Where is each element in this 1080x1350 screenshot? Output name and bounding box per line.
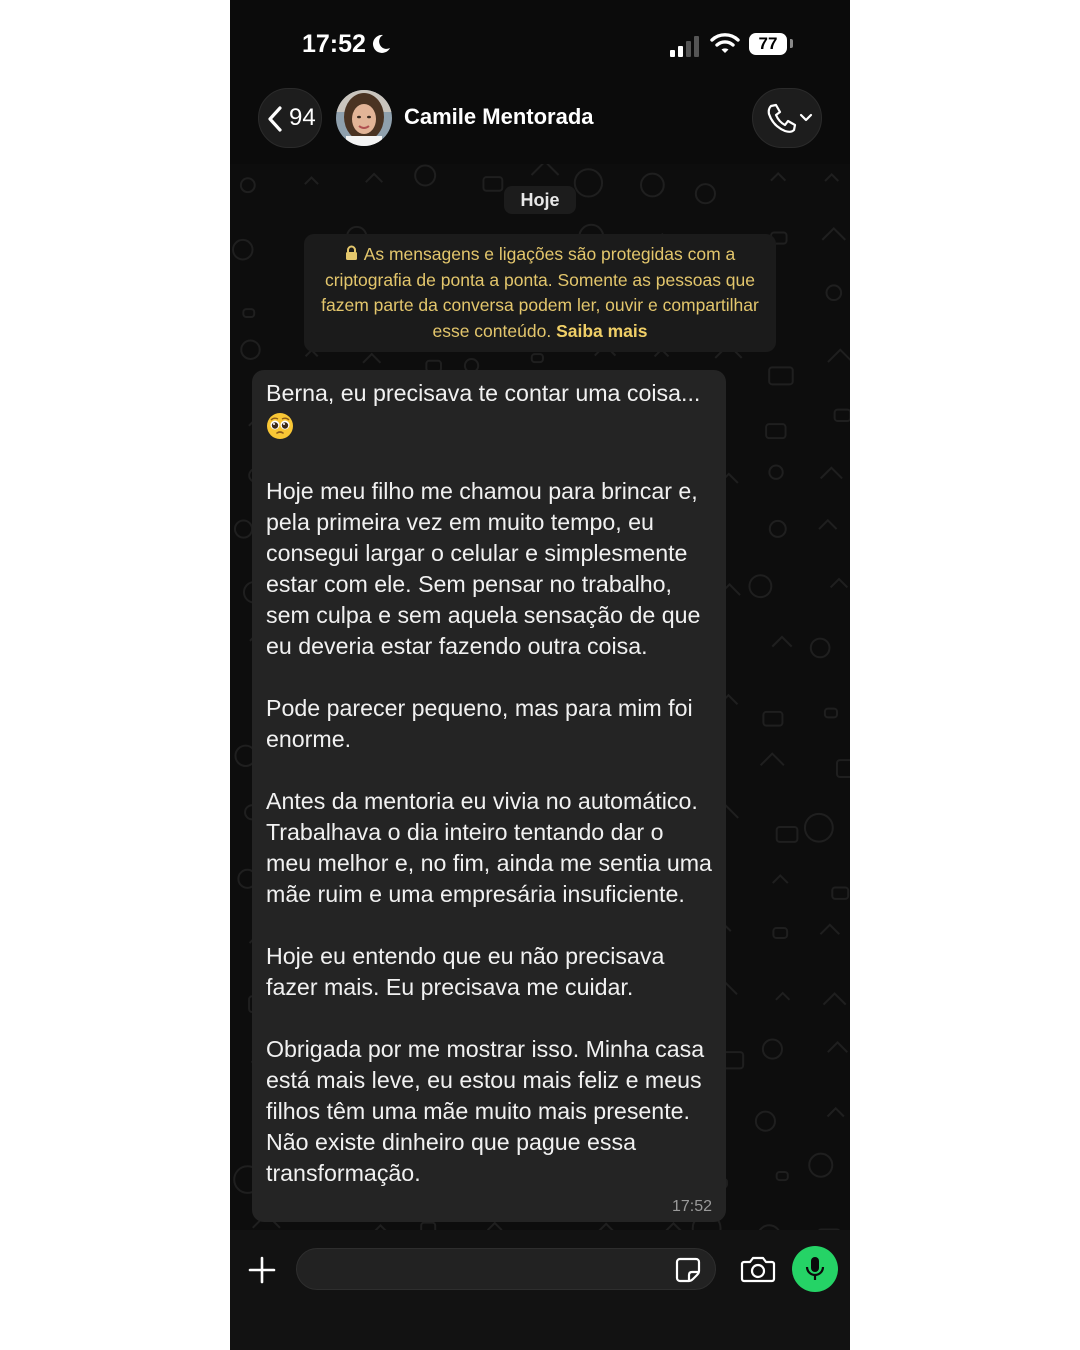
message-input[interactable] <box>296 1248 716 1290</box>
phone-screen <box>230 0 850 1350</box>
message-paragraph: Berna, eu precisava te contar uma coisa... <box>266 380 701 406</box>
chat-area[interactable] <box>230 164 850 1230</box>
phone-call-icon <box>765 103 813 135</box>
contact-avatar[interactable] <box>336 90 392 146</box>
composer-bar <box>230 1230 850 1350</box>
sticker-icon[interactable] <box>674 1256 702 1284</box>
message-paragraph: Hoje meu filho me chamou para brincar e, pela primeira vez em muito tempo, eu consegui largar o celular e simplesmente estar com ele. Sem pensar no trabalho, sem culpa e sem aquela sensação de que eu deveria estar fazendo outra coisa. <box>266 478 707 659</box>
camera-icon[interactable] <box>740 1254 776 1284</box>
battery-indicator: 77 <box>749 33 787 55</box>
status-time: 17:52 <box>302 30 366 58</box>
message-paragraph: Antes da mentoria eu vivia no automático. Trabalhava o dia inteiro tentando dar o meu melhor e, no fim, ainda me sentia uma mãe ruim e uma empresária insuficiente. <box>266 788 719 907</box>
lock-icon <box>345 245 358 261</box>
call-button[interactable] <box>752 88 822 148</box>
contact-name[interactable]: Camile Mentorada <box>404 104 594 129</box>
voice-message-button[interactable] <box>792 1246 838 1292</box>
learn-more-link[interactable]: Saiba mais <box>556 320 648 341</box>
date-chip: Hoje <box>504 186 576 214</box>
message-paragraph: Pode parecer pequeno, mas para mim foi enorme. <box>266 695 700 752</box>
message-paragraph: Obrigada por me mostrar isso. Minha casa está mais leve, eu estou mais feliz e meus filhos têm uma mãe muito mais presente. Não existe dinheiro que pague essa transformação. <box>266 1036 711 1186</box>
message-paragraph: Hoje eu entendo que eu não precisava fazer mais. Eu precisava me cuidar. <box>266 943 671 1000</box>
battery-nub <box>790 39 793 48</box>
signal-icon <box>670 36 702 58</box>
message-time: 17:52 <box>671 1198 712 1215</box>
microphone-icon <box>805 1256 825 1282</box>
unread-count: 94 <box>289 104 316 131</box>
avatar-photo <box>336 90 392 146</box>
encryption-notice[interactable] <box>304 234 776 352</box>
wifi-icon <box>710 32 740 56</box>
plus-icon[interactable] <box>248 1256 276 1284</box>
moon-icon <box>370 33 392 55</box>
message-bubble[interactable] <box>252 370 726 1222</box>
pleading-face-emoji-icon <box>266 412 294 440</box>
encryption-notice-text: As mensagens e ligações são protegidas com a criptografia de ponta a ponta. Somente as pessoas que fazem parte da conversa podem ler, ouvir e compartilhar esse conteúdo. <box>321 244 759 341</box>
back-button[interactable] <box>258 88 322 148</box>
chevron-left-icon <box>267 106 283 132</box>
